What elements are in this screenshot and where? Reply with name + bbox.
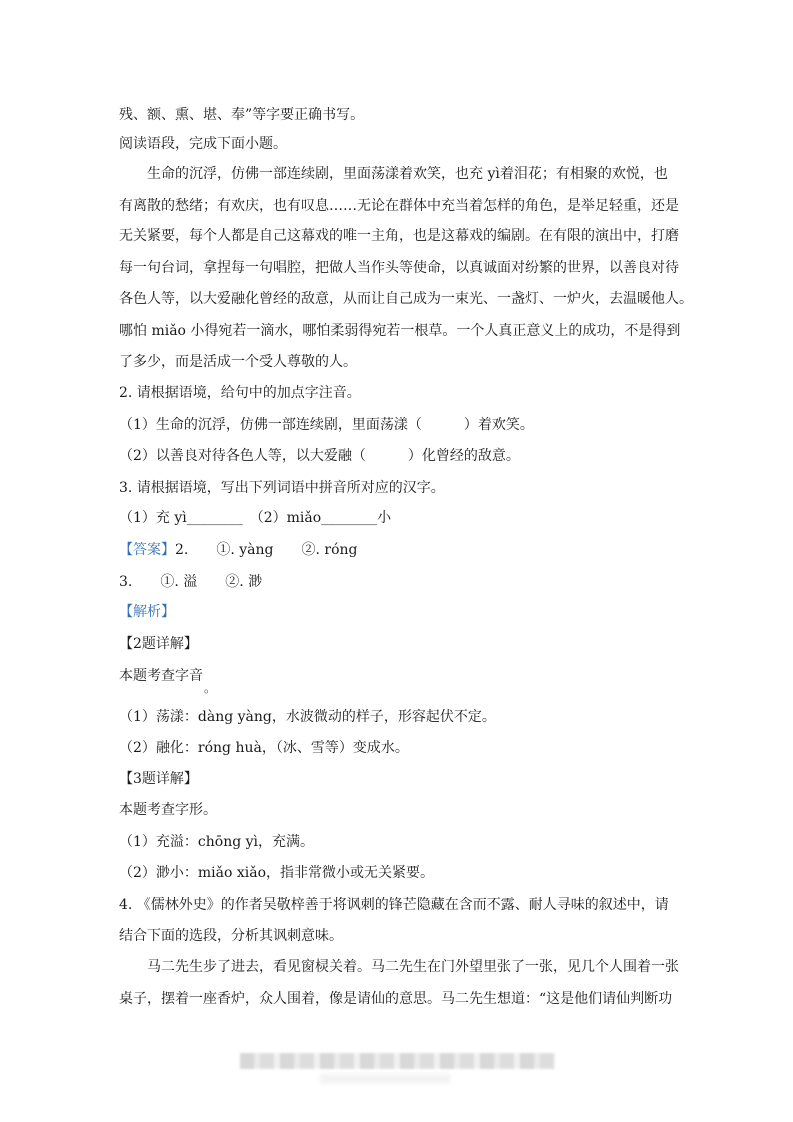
passage-line: 每一句台词，拿捏每一句唱腔，把做人当作头等使命，以真诚面对纷繁的世界，以善良对待 xyxy=(119,260,679,276)
analysis-label: 【解析】 xyxy=(119,604,175,620)
passage-line: 哪怕 miǎo 小得宛若一滴水，哪怕柔弱得宛若一根草。一个人真正意义上的成功，不是得到 xyxy=(119,323,681,339)
question-4: 结合下面的选段，分析其讽刺意味。 xyxy=(119,928,343,944)
passage-line: 无关紧要，每个人都是自己这幕戏的唯一主角，也是这幕戏的编剧。在有限的演出中，打磨 xyxy=(119,228,679,244)
passage-line: 了多少，而是活成一个受人尊敬的人。 xyxy=(119,354,357,370)
blurred-footer xyxy=(320,1074,450,1084)
answer-line-2: 3. ①. 溢 ②. 渺 xyxy=(119,574,263,590)
analysis-text: （2）融化：róng huà，（冰、雪等）变成水。 xyxy=(119,740,409,756)
question-2-item-2: （2）以善良对待各色人等，以大爱融（ ）化曾经的敌意。 xyxy=(119,448,520,464)
section-heading: 【2题详解】 xyxy=(119,636,198,652)
question-2: 2. 请根据语境，给句中的加点字注音。 xyxy=(119,385,361,401)
section-heading: 【3题详解】 xyxy=(119,771,198,787)
text-line: 残、额、熏、堪、奉”等字要正确书写。 xyxy=(119,107,365,123)
analysis-text: （2）渺小：miǎo xiǎo，指非常微小或无关紧要。 xyxy=(119,865,435,881)
text-line: 阅读语段，完成下面小题。 xyxy=(119,136,287,152)
question-4: 4. 《儒林外史》的作者吴敬梓善于将讽刺的锋芒隐藏在含而不露、耐人寻味的叙述中，请 xyxy=(119,897,669,913)
period-mark: 。 xyxy=(204,681,217,695)
analysis-text: 本题考查字形。 xyxy=(119,802,217,818)
blurred-footer xyxy=(240,1053,555,1069)
question-2-item-1: （1）生命的沉浮，仿佛一部连续剧，里面荡漾（ ）着欢笑。 xyxy=(119,417,534,433)
analysis-text: （1）充溢：chōng yì，充满。 xyxy=(119,834,315,850)
answer-label: 【答案】 xyxy=(119,542,175,558)
answer-line xyxy=(119,540,358,560)
excerpt-line: 马二先生步了进去，看见窗棂关着。马二先生在门外望里张了一张，见几个人围着一张 xyxy=(147,959,679,975)
analysis-text: （1）荡漾：dàng yàng，水波微动的样子，形容起伏不定。 xyxy=(119,709,496,725)
answer-text: 2. ①. yàng ②. róng xyxy=(175,542,358,558)
analysis-text: 本题考查字音 xyxy=(119,668,203,684)
question-3: 3. 请根据语境，写出下列词语中拼音所对应的汉字。 xyxy=(119,480,445,496)
question-3-items: （1）充 yì________ （2）miǎo________小 xyxy=(119,510,392,526)
passage-line: 各色人等，以大爱融化曾经的敌意，从而让自己成为一束光、一盏灯、一炉火，去温暖他人。 xyxy=(119,291,693,307)
excerpt-line: 桌子，摆着一座香炉，众人围着，像是请仙的意思。马二先生想道：“这是他们请仙判断功 xyxy=(119,991,673,1007)
passage-line: 有离散的愁绪；有欢庆，也有叹息……无论在群体中充当着怎样的角色，是举足轻重，还是 xyxy=(119,198,679,214)
passage-line: 生命的沉浮，仿佛一部连续剧，里面荡漾着欢笑，也充 yì着泪花；有相聚的欢悦，也 xyxy=(147,166,668,182)
